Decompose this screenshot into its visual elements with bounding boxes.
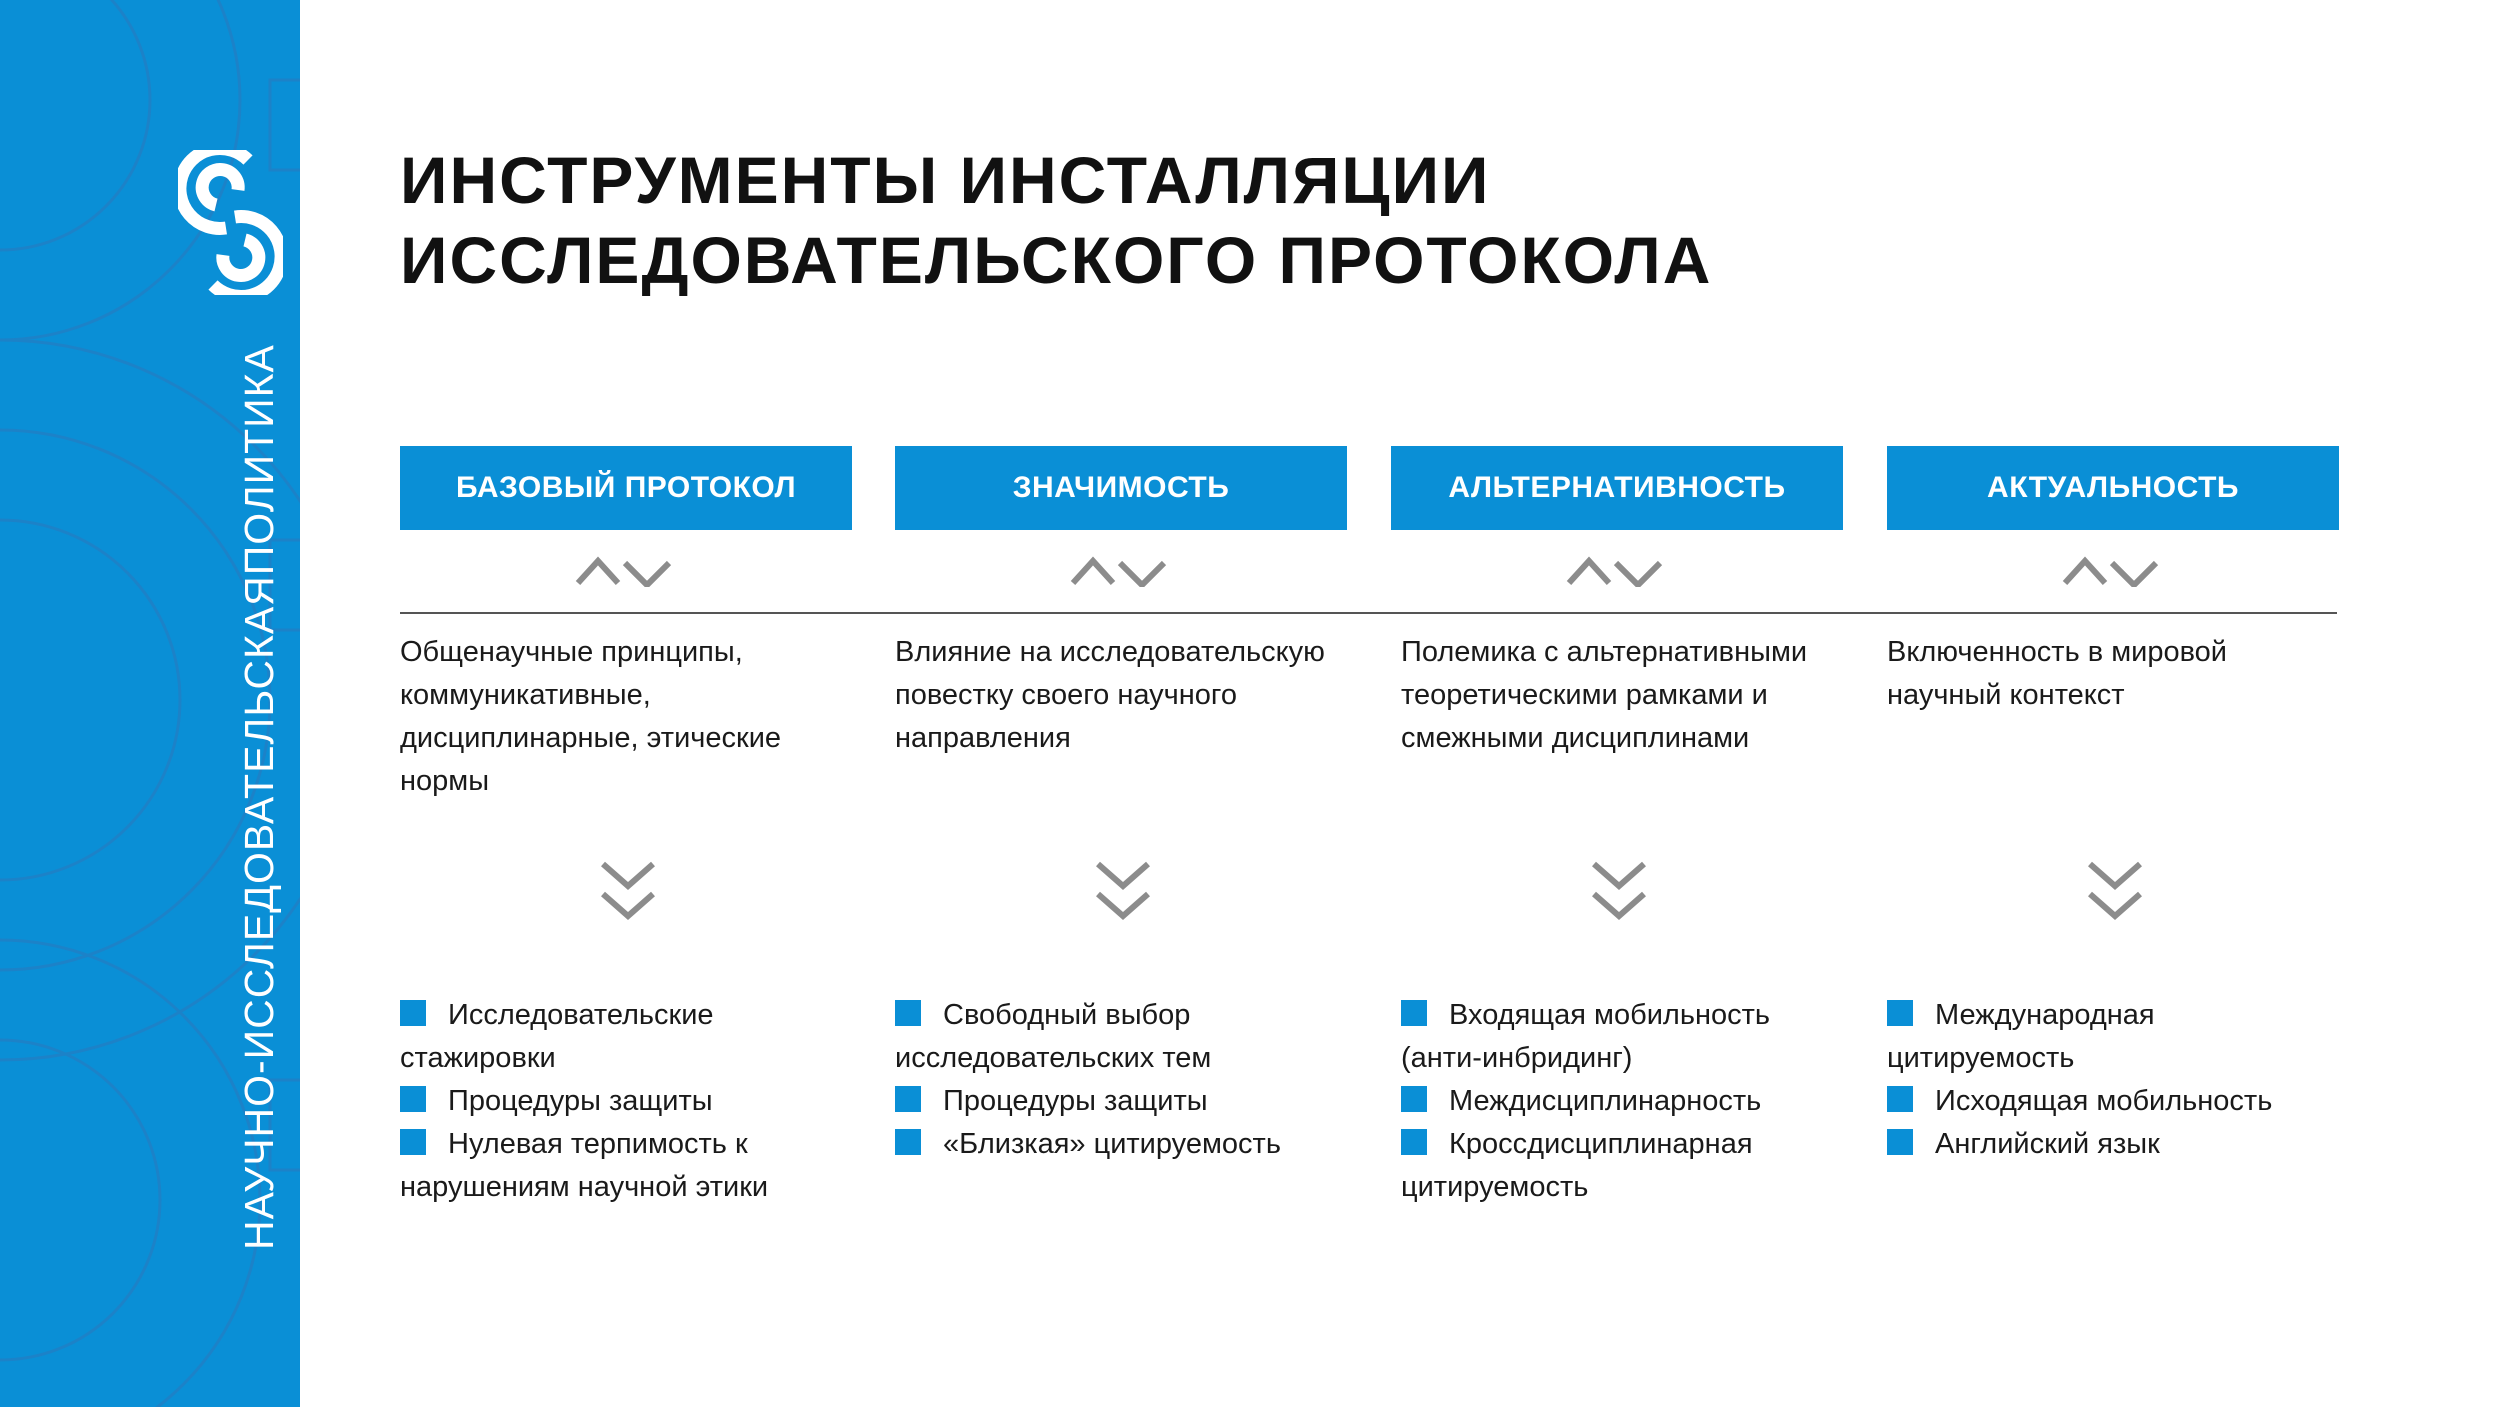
instrument-list (895, 994, 1281, 1166)
list-item: Международная цитируемость (1887, 999, 2155, 1074)
instrument-list (1887, 994, 2272, 1166)
column-description (1887, 631, 2227, 717)
page-title (400, 140, 1712, 300)
double-chevron-down-icon (2087, 860, 2143, 922)
double-chevron-down-icon (1095, 860, 1151, 922)
list-item: Нулевая терпимость к нарушениям научной этики (400, 1128, 769, 1203)
description-line: Общенаучные принципы, (400, 636, 743, 668)
bullet-square-icon (1887, 1086, 1913, 1112)
list-item: Процедуры защиты (400, 1080, 768, 1123)
list-item: Свободный выбор исследовательских тем (895, 999, 1212, 1074)
list-item: Исследовательские стажировки (400, 999, 714, 1074)
column-description (400, 631, 781, 803)
instrument-list (1401, 994, 1770, 1209)
description-line: Влияние на исследовательскую (895, 636, 1325, 668)
instrument-list (400, 994, 768, 1209)
bullet-square-icon (1887, 1000, 1913, 1026)
list-item: Исходящая мобильность (1887, 1080, 2272, 1123)
column-header: ЗНАЧИМОСТЬ (895, 446, 1347, 530)
list-item: Процедуры защиты (895, 1080, 1281, 1123)
up-down-chevrons-icon (2062, 551, 2162, 587)
double-chevron-down-icon (1591, 860, 1647, 922)
column-base-protocol (400, 446, 852, 1203)
sidebar (0, 0, 300, 1407)
column-header: АКТУАЛЬНОСТЬ (1887, 446, 2339, 530)
description-line: научный контекст (1887, 679, 2125, 711)
column-header: АЛЬТЕРНАТИВНОСТЬ (1391, 446, 1843, 530)
vertical-caption: НАУЧНО-ИССЛЕДОВАТЕЛЬСКАЯПОЛИТИКА (236, 344, 282, 1250)
up-down-chevrons-icon (1566, 551, 1666, 587)
description-line: смежными дисциплинами (1401, 722, 1750, 754)
up-down-chevrons-icon (1070, 551, 1170, 587)
description-line: дисциплинарные, этические (400, 722, 782, 754)
description-line: направления (895, 722, 1071, 754)
s-logo-icon (178, 150, 283, 295)
column-significance (895, 446, 1347, 1160)
title-line-1: ИНСТРУМЕНТЫ ИНСТАЛЛЯЦИИ (400, 143, 1491, 217)
title-line-2: ИССЛЕДОВАТЕЛЬСКОГО ПРОТОКОЛА (400, 223, 1713, 297)
list-item: Междисциплинарность (1401, 1080, 1770, 1123)
column-alternativeness (1391, 446, 1843, 1203)
up-down-chevrons-icon (575, 551, 675, 587)
list-item: Входящая мобильность (анти-инбридинг) (1401, 999, 1770, 1074)
bullet-square-icon (400, 1000, 426, 1026)
bullet-square-icon (895, 1000, 921, 1026)
divider-line (400, 612, 2337, 614)
bullet-square-icon (400, 1129, 426, 1155)
column-description (1401, 631, 1807, 760)
column-description (895, 631, 1325, 760)
bullet-square-icon (1401, 1129, 1427, 1155)
description-line: Полемика с альтернативными (1401, 636, 1808, 668)
list-item: «Близкая» цитируемость (895, 1123, 1281, 1166)
description-line: коммуникативные, (400, 679, 651, 711)
description-line: Включенность в мировой (1887, 636, 2227, 668)
bullet-square-icon (1887, 1129, 1913, 1155)
column-header: БАЗОВЫЙ ПРОТОКОЛ (400, 446, 852, 530)
bullet-square-icon (1401, 1000, 1427, 1026)
description-line: теоретическими рамками и (1401, 679, 1768, 711)
double-chevron-down-icon (600, 860, 656, 922)
bullet-square-icon (895, 1129, 921, 1155)
list-item: Английский язык (1887, 1123, 2272, 1166)
list-item: Кроссдисциплинарная цитируемость (1401, 1128, 1753, 1203)
bullet-square-icon (895, 1086, 921, 1112)
column-relevance (1887, 446, 2339, 1160)
bullet-square-icon (1401, 1086, 1427, 1112)
bullet-square-icon (400, 1086, 426, 1112)
description-line: нормы (400, 765, 490, 797)
description-line: повестку своего научного (895, 679, 1237, 711)
